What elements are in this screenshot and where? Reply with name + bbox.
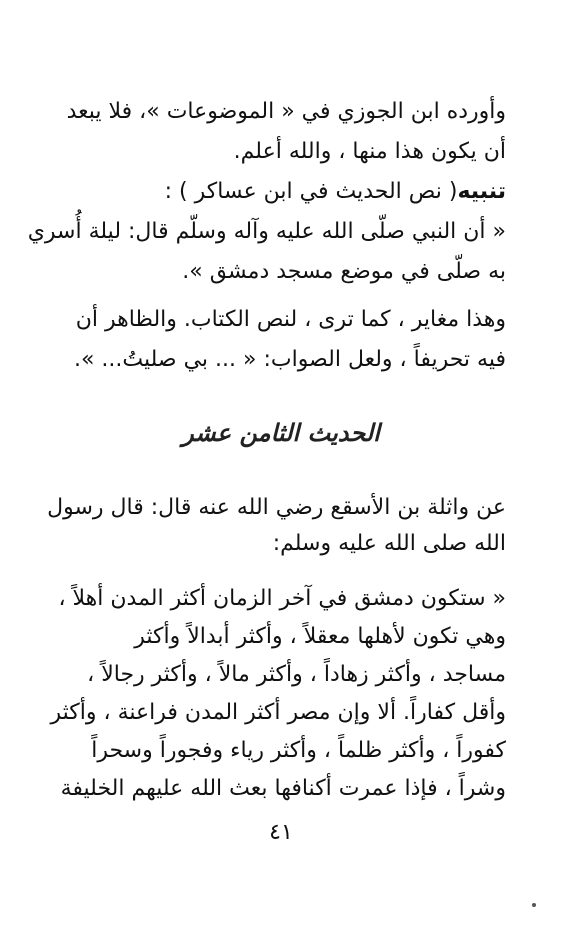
paragraph-mawduat-reference	[58, 92, 506, 172]
text-line: وأورده ابن الجوزي في « الموضوعات »، فلا يبعد	[66, 99, 506, 124]
note-heading-line	[58, 172, 506, 212]
text-line: وهي تكون لأهلها معقلاً ، وأكثر أبدالاً وأكثر	[134, 624, 506, 649]
text-line: وشراً ، فإذا عمرت أكنافها بعث الله عليهم الخليفة	[60, 776, 506, 801]
text-line: وهذا مغاير ، كما ترى ، لنص الكتاب. والظاهر أن	[75, 307, 506, 332]
page-number: ٤١	[269, 820, 293, 845]
text-line: به صلّى في موضع مسجد دمشق ».	[182, 259, 506, 284]
text-line: مساجد ، وأكثر زهاداً ، وأكثر مالاً ، وأكثر رجالاً ،	[87, 662, 506, 687]
note-label: تنبيه	[457, 179, 506, 204]
text-line: الله صلى الله عليه وسلم:	[272, 531, 506, 556]
text-line: « ستكون دمشق في آخر الزمان أكثر المدن أهلاً ،	[58, 586, 506, 611]
text-line: فيه تحريفاً ، ولعل الصواب: « ... بي صليتُ... ».	[73, 347, 506, 372]
text-line: « أن النبي صلّى الله عليه وآله وسلّم قال: ليلة أُسري	[27, 219, 506, 244]
paragraph-isnad	[47, 490, 506, 562]
note-section	[27, 172, 506, 292]
text-line: عن واثلة بن الأسقع رضي الله عنه قال: قال رسول	[47, 495, 506, 520]
paragraph-hadith-text	[50, 580, 506, 808]
text-line: وأقل كفاراً. ألا وإن مصر أكثر المدن فراعنة ، وأكثر	[50, 700, 506, 725]
note-title: ( نص الحديث في ابن عساكر ) :	[164, 179, 458, 204]
scan-dot	[532, 903, 536, 907]
text-line: كفوراً ، وأكثر ظلماً ، وأكثر رياء وفجوراً وسحراً	[91, 738, 506, 763]
section-heading: الحديث الثامن عشر	[182, 418, 380, 447]
paragraph-correction	[58, 300, 506, 380]
text-line: أن يكون هذا منها ، والله أعلم.	[233, 139, 506, 164]
